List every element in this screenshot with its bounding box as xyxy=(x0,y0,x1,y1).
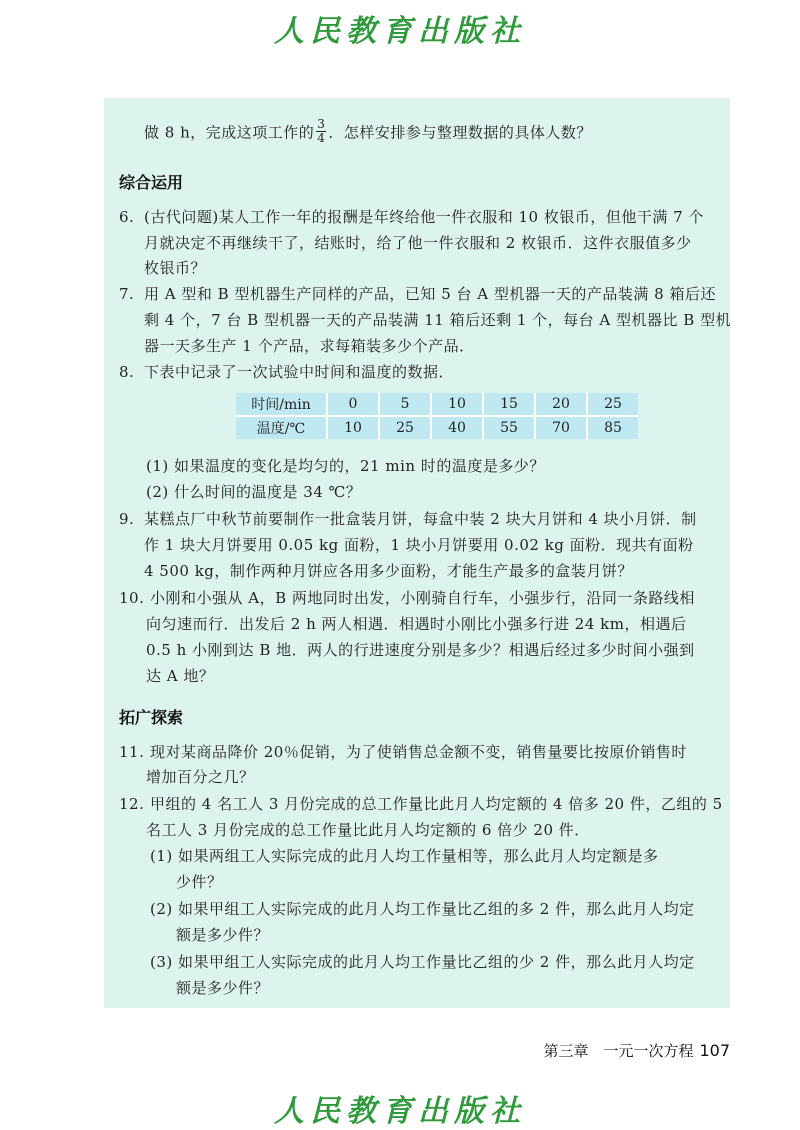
table-cell: 70 xyxy=(535,416,587,439)
table-header-cell: 温度/℃ xyxy=(236,416,327,439)
question-number: 8. xyxy=(119,363,135,381)
question-12-line-1: 甲组的 4 名工人 3 月份完成的总工作量比此月人均定额的 4 倍多 20 件，乙组的 5 xyxy=(150,795,723,813)
table-row xyxy=(236,416,638,439)
page-number: 107 xyxy=(699,1041,730,1060)
question-7-line-1: 用 A 型和 B 型机器生产同样的产品，已知 5 台 A 型机器一天的产品装满 8 箱后还 xyxy=(144,285,716,303)
time-temperature-table xyxy=(236,393,638,439)
question-9-line-3: 4 500 kg，制作两种月饼应各用多少面粉，才能生产最多的盒装月饼？ xyxy=(144,562,633,580)
question-number: 6. xyxy=(119,208,135,226)
fraction xyxy=(316,118,326,145)
question-11-line-2: 增加百分之几？ xyxy=(146,768,255,786)
carry-over-prefix: 做 8 h，完成这项工作的 xyxy=(144,123,315,142)
question-10-line-3: 0.5 h 小刚到达 B 地．两人的行进速度分别是多少？相遇后经过多少时间小强到 xyxy=(146,641,695,659)
table-cell: 55 xyxy=(483,416,535,439)
table-row xyxy=(236,393,638,416)
question-number: 7. xyxy=(119,285,135,303)
question-8-sub-1: (1) 如果温度的变化是均匀的，21 min 时的温度是多少？ xyxy=(146,457,545,475)
fraction-denominator: 4 xyxy=(317,131,326,145)
section-heading-extension: 拓广探索 xyxy=(119,708,184,727)
publisher-watermark-top: 人民教育出版社 xyxy=(274,14,526,49)
table-cell: 25 xyxy=(379,416,431,439)
question-12-sub-1-line-1: (1) 如果两组工人实际完成的此月人均工作量相等，那么此月人均定额是多 xyxy=(150,847,659,865)
table-cell: 25 xyxy=(587,393,638,416)
question-12-sub-2-line-2: 额是多少件？ xyxy=(176,926,270,944)
question-6-line-1: (古代问题)某人工作一年的报酬是年终给他一件衣服和 10 枚银币，但他干满 7 个 xyxy=(144,208,704,226)
question-6-line-2: 月就决定不再继续干了，结账时，给了他一件衣服和 2 枚银币．这件衣服值多少 xyxy=(144,234,692,252)
page-footer xyxy=(543,1040,730,1061)
carry-over-suffix: ．怎样安排参与整理数据的具体人数？ xyxy=(328,123,592,142)
table-cell: 40 xyxy=(431,416,483,439)
question-8-intro: 下表中记录了一次试验中时间和温度的数据． xyxy=(144,363,455,381)
question-12-sub-2-line-1: (2) 如果甲组工人实际完成的此月人均工作量比乙组的多 2 件，那么此月人均定 xyxy=(150,900,695,918)
question-number: 9. xyxy=(119,510,135,528)
question-9-line-1: 某糕点厂中秋节前要制作一批盒装月饼，每盒中装 2 块大月饼和 4 块小月饼．制 xyxy=(144,510,697,528)
question-12-line-2: 名工人 3 月份完成的总工作量比此月人均定额的 6 倍少 20 件． xyxy=(146,821,590,839)
table-cell: 5 xyxy=(379,393,431,416)
fraction-numerator: 3 xyxy=(317,117,326,131)
table-cell: 10 xyxy=(327,416,379,439)
question-10-line-1: 小刚和小强从 A，B 两地同时出发，小刚骑自行车，小强步行，沿同一条路线相 xyxy=(150,589,695,607)
question-7-line-3: 器一天多生产 1 个产品，求每箱装多少个产品． xyxy=(144,337,475,355)
table-header-cell: 时间/min xyxy=(236,393,327,416)
question-12-sub-1-line-2: 少件？ xyxy=(176,873,223,891)
table-cell: 15 xyxy=(483,393,535,416)
question-8-sub-2: (2) 什么时间的温度是 34 ℃？ xyxy=(146,483,362,501)
question-number: 12. xyxy=(119,795,145,813)
question-6-line-3: 枚银币？ xyxy=(144,259,207,277)
question-7-line-2: 剩 4 个，7 台 B 型机器一天的产品装满 11 箱后还剩 1 个，每台 A 型机器比 B 型机 xyxy=(144,311,732,329)
question-9-line-2: 作 1 块大月饼要用 0.05 kg 面粉，1 块小月饼要用 0.02 kg 面粉．现共有面粉 xyxy=(144,536,694,554)
table-cell: 85 xyxy=(604,420,622,436)
question-10-line-2: 向匀速而行．出发后 2 h 两人相遇．相遇时小刚比小强多行进 24 km，相遇后 xyxy=(146,615,687,633)
table-cell: 0 xyxy=(327,393,379,416)
question-number: 10. xyxy=(119,589,145,607)
question-10-line-4: 达 A 地？ xyxy=(146,667,215,685)
section-heading-comprehensive: 综合运用 xyxy=(119,173,184,192)
table-cell: 10 xyxy=(431,393,483,416)
question-11-line-1: 现对某商品降价 20％促销，为了使销售总金额不变，销售量要比按原价销售时 xyxy=(150,743,687,761)
publisher-watermark-bottom: 人民教育出版社 xyxy=(274,1094,526,1129)
question-12-sub-3-line-1: (3) 如果甲组工人实际完成的此月人均工作量比乙组的少 2 件，那么此月人均定 xyxy=(150,953,695,971)
chapter-title: 第三章 一元一次方程 xyxy=(543,1042,694,1060)
carry-over-line xyxy=(144,117,592,147)
table-cell: 20 xyxy=(535,393,587,416)
question-number: 11. xyxy=(119,743,145,761)
question-12-sub-3-line-2: 额是多少件？ xyxy=(176,979,270,997)
